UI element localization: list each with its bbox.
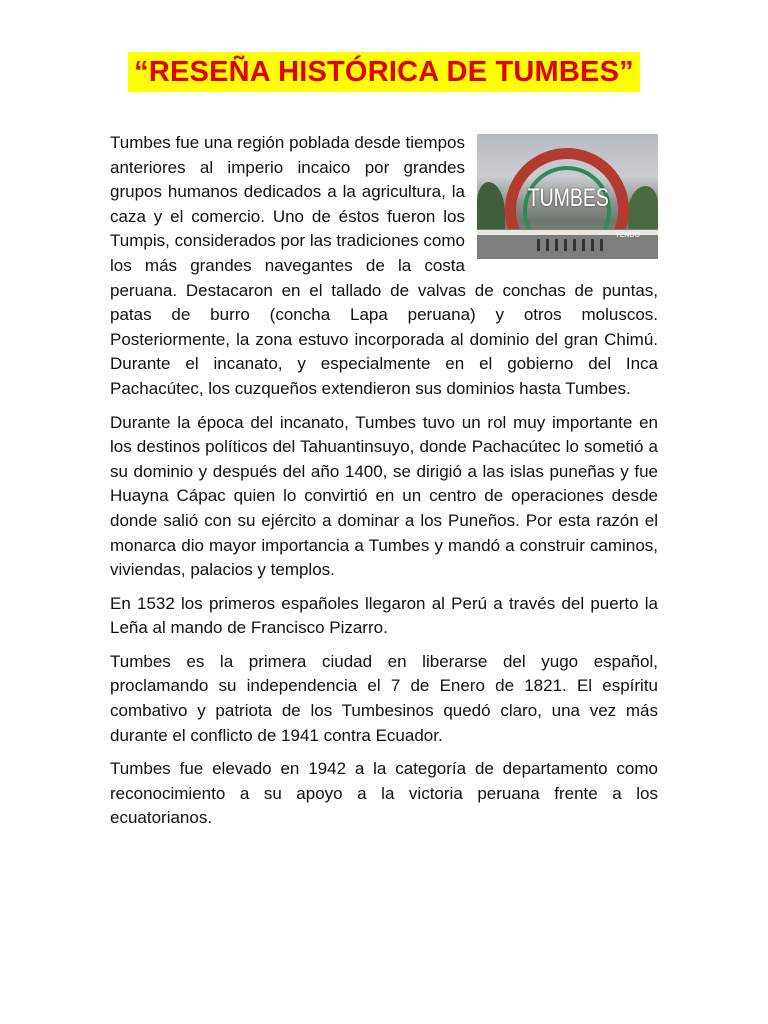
- tumbes-photo: [477, 134, 658, 259]
- photo-watermark: YENDO: [615, 232, 640, 240]
- paragraph-1: Tumbes fue una región poblada desde tiempos anteriores al imperio incaico por grandes grupos humanos dedicados a la agricultura, la caza y el comercio. Uno de éstos fueron los Tumpis, considerados por las tradiciones como los más grandes navegantes de la costa peruana. Destacaron en el tallado de valvas de conchas de puntas, patas de burro (concha Lapa peruana) y otros moluscos. Posteriormente, la zona estuvo incorporada al dominio del gran Chimú. Durante el incanato, y especialmente en el gobierno del Inca Pachacútec, los cuzqueños extendieron sus dominios hasta Tumbes.: [110, 133, 658, 398]
- paragraph-4: Tumbes es la primera ciudad en liberarse del yugo español, proclamando su independencia el 7 de Enero de 1821. El espíritu combativo y patriota de los Tumbesinos quedó claro, una vez más durante el conflicto de 1941 contra Ecuador.: [110, 651, 658, 745]
- paragraph-5: Tumbes fue elevado en 1942 a la categoría de departamento como reconocimiento a su apoyo a la victoria peruana frente a los ecuatorianos.: [110, 759, 658, 828]
- paragraph-2: Durante la época del incanato, Tumbes tuvo un rol muy importante en los destinos políticos del Tahuantinsuyo, donde Pachacútec lo sometió a su dominio y después del año 1400, se dirigió a las islas puneñas y fue Huayna Cápac quien lo convirtió en un centro de operaciones desde donde salió con su ejército a dominar a los Puneños. Por esta razón el monarca dio mayor importancia a Tumbes y mandó a construir caminos, viviendas, palacios y templos.: [110, 412, 658, 580]
- photo-label: TUMBES: [527, 184, 609, 212]
- title-area: [0, 52, 768, 92]
- crowd: [537, 239, 607, 251]
- document-body: [110, 131, 658, 840]
- document-title: “RESEÑA HISTÓRICA DE TUMBES”: [128, 52, 640, 92]
- paragraph-3: En 1532 los primeros españoles llegaron al Perú a través del puerto la Leña al mando de Francisco Pizarro.: [110, 593, 658, 638]
